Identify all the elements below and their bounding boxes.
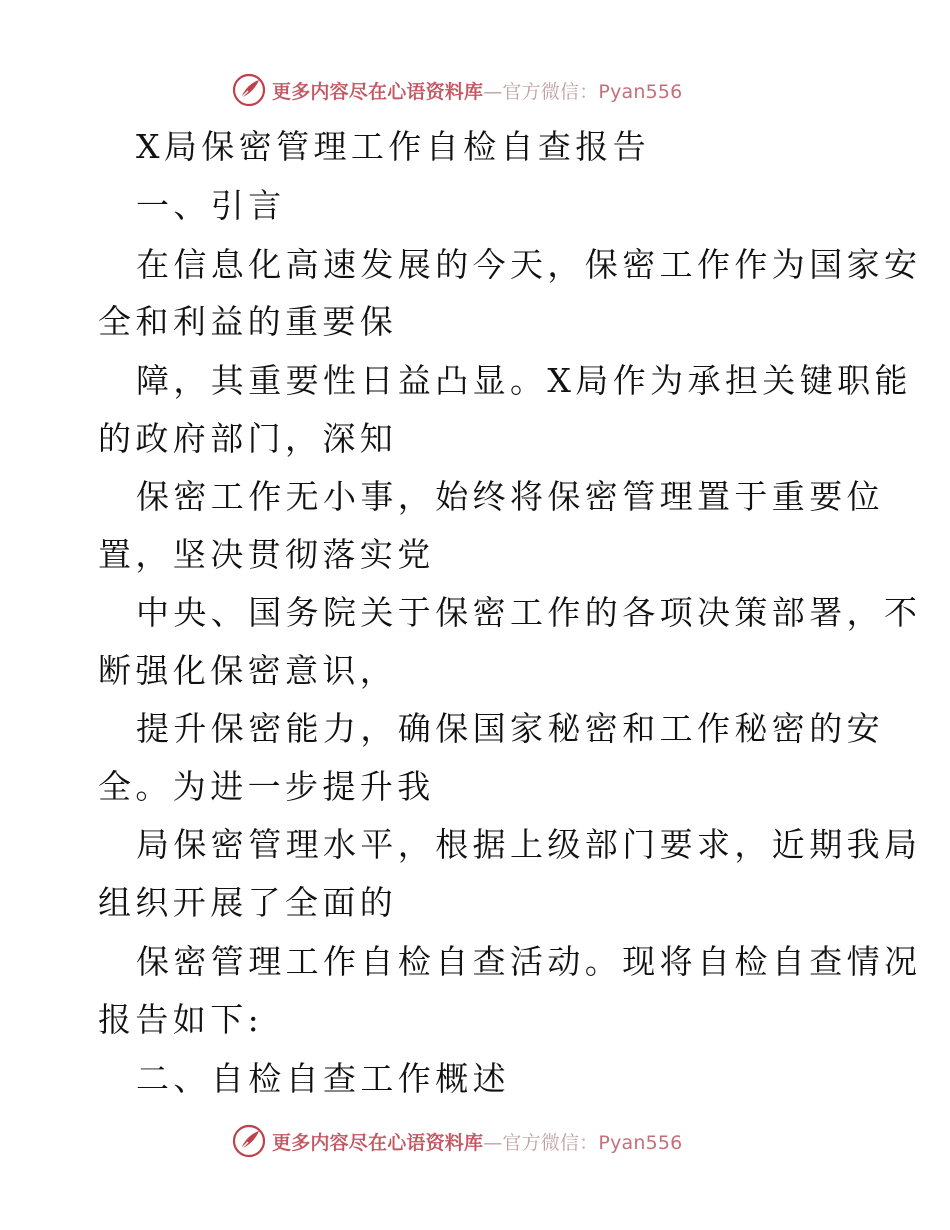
- quill-pen-logo-icon: [232, 73, 266, 107]
- watermark-separator-text: —官方微信：: [483, 80, 599, 103]
- paragraph-line: 全和利益的重要保: [98, 302, 398, 341]
- paragraph-line: 保密管理工作自检自查活动。现将自检自查情况: [136, 942, 922, 981]
- watermark-main-text: 更多内容尽在心语资料库: [272, 1131, 484, 1154]
- header-watermark: [232, 72, 682, 108]
- paragraph-line: 报告如下:: [98, 1000, 264, 1039]
- watermark-wechat-id: Pyan556: [598, 80, 683, 103]
- section-heading-introduction: 一、引言: [136, 186, 286, 225]
- section-heading-overview: 二、自检自查工作概述: [136, 1059, 510, 1098]
- watermark-separator-text: —官方微信：: [483, 1131, 599, 1154]
- paragraph-line: 中央、国务院关于保密工作的各项决策部署，不: [136, 593, 922, 632]
- document-title: X局保密管理工作自检自查报告: [136, 127, 651, 166]
- watermark-main-text: 更多内容尽在心语资料库: [272, 80, 484, 103]
- quill-pen-logo-icon: [232, 1124, 266, 1158]
- paragraph-line: 在信息化高速发展的今天，保密工作作为国家安: [136, 245, 922, 284]
- paragraph-line: 保密工作无小事，始终将保密管理置于重要位: [136, 477, 884, 516]
- paragraph-line: 的政府部门，深知: [98, 419, 398, 458]
- watermark-text: [272, 77, 682, 104]
- paragraph-line: 置，坚决贯彻落实党: [98, 535, 435, 574]
- paragraph-line: 障，其重要性日益凸显。X局作为承担关键职能: [136, 361, 912, 400]
- footer-watermark: [232, 1123, 682, 1159]
- watermark-wechat-id: Pyan556: [598, 1131, 683, 1154]
- watermark-text: [272, 1128, 682, 1155]
- paragraph-line: 局保密管理水平，根据上级部门要求，近期我局: [136, 825, 922, 864]
- paragraph-line: 全。为进一步提升我: [98, 767, 435, 806]
- paragraph-line: 断强化保密意识，: [98, 651, 398, 690]
- paragraph-line: 提升保密能力，确保国家秘密和工作秘密的安: [136, 709, 884, 748]
- paragraph-line: 组织开展了全面的: [98, 883, 398, 922]
